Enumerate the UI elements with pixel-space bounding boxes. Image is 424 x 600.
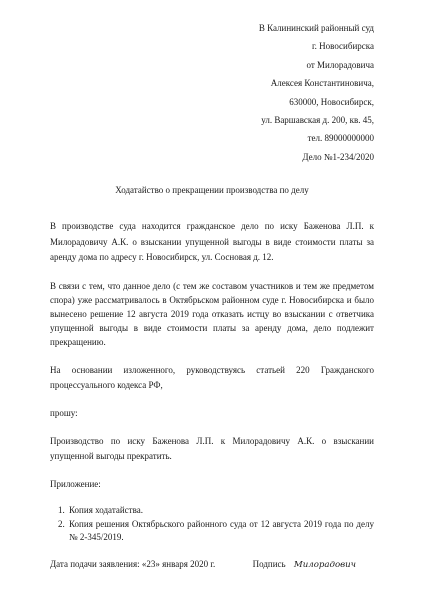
addressee-name: Алексея Константиновича, <box>270 78 374 89</box>
signature-label: Подпись <box>252 558 286 569</box>
signature-block <box>253 558 356 573</box>
paragraph-request: Производство по иску Баженова Л.П. к Милорадовичу А.К. о взыскании упущенной выгоды прекратить. <box>50 435 374 462</box>
addressee-from: от Милорадовича <box>306 59 374 70</box>
paragraph-case-description: В производстве суда находится гражданское дело по иску Баженова Л.П. к Милорадовичу А.К. о взыскании упущенной выгоды в виде стоимости платы за аренду дома по адресу г. Новосибирск, ул. Сосновая д. 12. <box>50 221 374 262</box>
submission-date: Дата подачи заявления: «23» января 2020 г. <box>50 558 216 569</box>
addressee-street: ул. Варшавская д. 200, кв. 45, <box>261 114 374 125</box>
addressee-phone: тел. 89000000000 <box>307 133 374 144</box>
addressee-city: г. Новосибирска <box>311 41 374 52</box>
addressee-postcode: 630000, Новосибирск, <box>289 96 374 107</box>
case-number: Дело №1-234/2020 <box>302 151 374 162</box>
paragraph-legal-basis: На основании изложенного, руководствуясь статьей 220 Гражданского процессуального кодекса РФ, <box>50 365 374 391</box>
addressee-court: В Калининский районный суд <box>258 23 374 33</box>
document-page <box>50 22 374 572</box>
footer-row <box>50 558 374 573</box>
attachment-item: 2. Копия решения Октябрьского районного суда от 12 августа 2019 года по делу № 2-345/2019. <box>67 518 374 544</box>
addressee-block <box>200 22 374 164</box>
signature-name: Милорадович <box>293 559 356 570</box>
paragraph-grounds: В связи с тем, что данное дело (с тем же составом участников и тем же предметом спора) уже рассматривалось в Октябрьском районном суде г. Новосибирска и было вынесено решение 12 августа 2019 года отказать истцу во взыскании с ответчика упущенной выгоды в виде стоимости платы за аренду дома, дело подлежит прекращению. <box>50 281 374 348</box>
attachment-item: 1. Копия ходатайства. <box>67 504 374 517</box>
attachments-label: Приложение: <box>50 479 101 490</box>
attachments-list <box>50 504 374 544</box>
request-word: прошу: <box>50 408 78 419</box>
document-title: Ходатайство о прекращении производства по делу <box>115 184 309 195</box>
